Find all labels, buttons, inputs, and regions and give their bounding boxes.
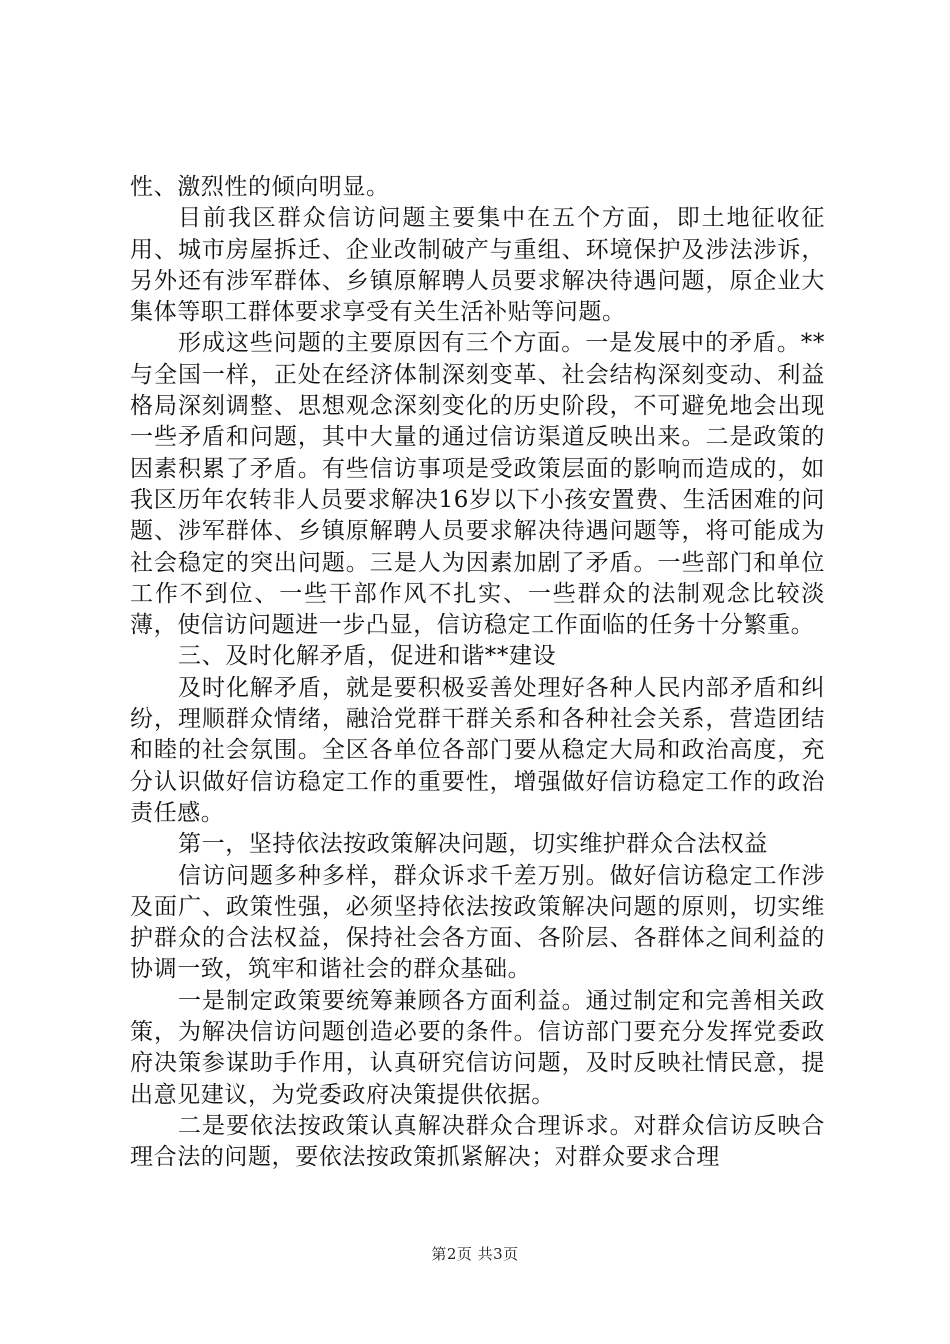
- section-heading: 三、及时化解矛盾，促进和谐**建设: [178, 643, 557, 670]
- page-footer: 第2页 共3页: [431, 1245, 519, 1263]
- paragraph: 性、激烈性的倾向明显。: [130, 174, 390, 200]
- paragraph: 一是制定政策要统筹兼顾各方面利益。通过制定和完善相关政策，为解决信访问题创造必要的条件。信访部门要充分发挥党委政府决策参谋助手作用，认真研究信访问题，及时反映社情民意，提出意见建议，为党委政府决策提供依据。: [130, 987, 825, 1108]
- paragraph: 目前我区群众信访问题主要集中在五个方面，即土地征收征用、城市房屋拆迁、企业改制破产与重组、环境保护及涉法涉诉，另外还有涉军群体、乡镇原解聘人员要求解决待遇问题，原企业大集体等职工群体要求享受有关生活补贴等问题。: [130, 205, 825, 326]
- paragraph: 信访问题多种多样，群众诉求千差万别。做好信访稳定工作涉及面广、政策性强，必须坚持依法按政策解决问题的原则，切实维护群众的合法权益，保持社会各方面、各阶层、各群体之间利益的协调一致，筑牢和谐社会的群众基础。: [130, 862, 825, 983]
- subsection-heading: 第一，坚持依法按政策解决问题，切实维护群众合法权益: [178, 831, 768, 858]
- paragraph: 二是要依法按政策认真解决群众合理诉求。对群众信访反映合理合法的问题，要依法按政策抓紧解决；对群众要求合理: [130, 1112, 825, 1171]
- document-body: [130, 172, 825, 1174]
- paragraph: 及时化解矛盾，就是要积极妥善处理好各种人民内部矛盾和纠纷，理顺群众情绪，融洽党群干群关系和各种社会关系，营造团结和睦的社会氛围。全区各单位各部门要从稳定大局和政治高度，充分认识做好信访稳定工作的重要性，增强做好信访稳定工作的政治责任感。: [130, 674, 825, 826]
- paragraph: 形成这些问题的主要原因有三个方面。一是发展中的矛盾。**与全国一样，正处在经济体制深刻变革、社会结构深刻变动、利益格局深刻调整、思想观念深刻变化的历史阶段，不可避免地会出现一些矛盾和问题，其中大量的通过信访渠道反映出来。二是政策的因素积累了矛盾。有些信访事项是受政策层面的影响而造成的，如我区历年农转非人员要求解决16岁以下小孩安置费、生活困难的问题、涉军群体、乡镇原解聘人员要求解决待遇问题等，将可能成为社会稳定的突出问题。三是人为因素加剧了矛盾。一些部门和单位工作不到位、一些干部作风不扎实、一些群众的法制观念比较淡薄，使信访问题进一步凸显，信访稳定工作面临的任务十分繁重。: [130, 330, 825, 639]
